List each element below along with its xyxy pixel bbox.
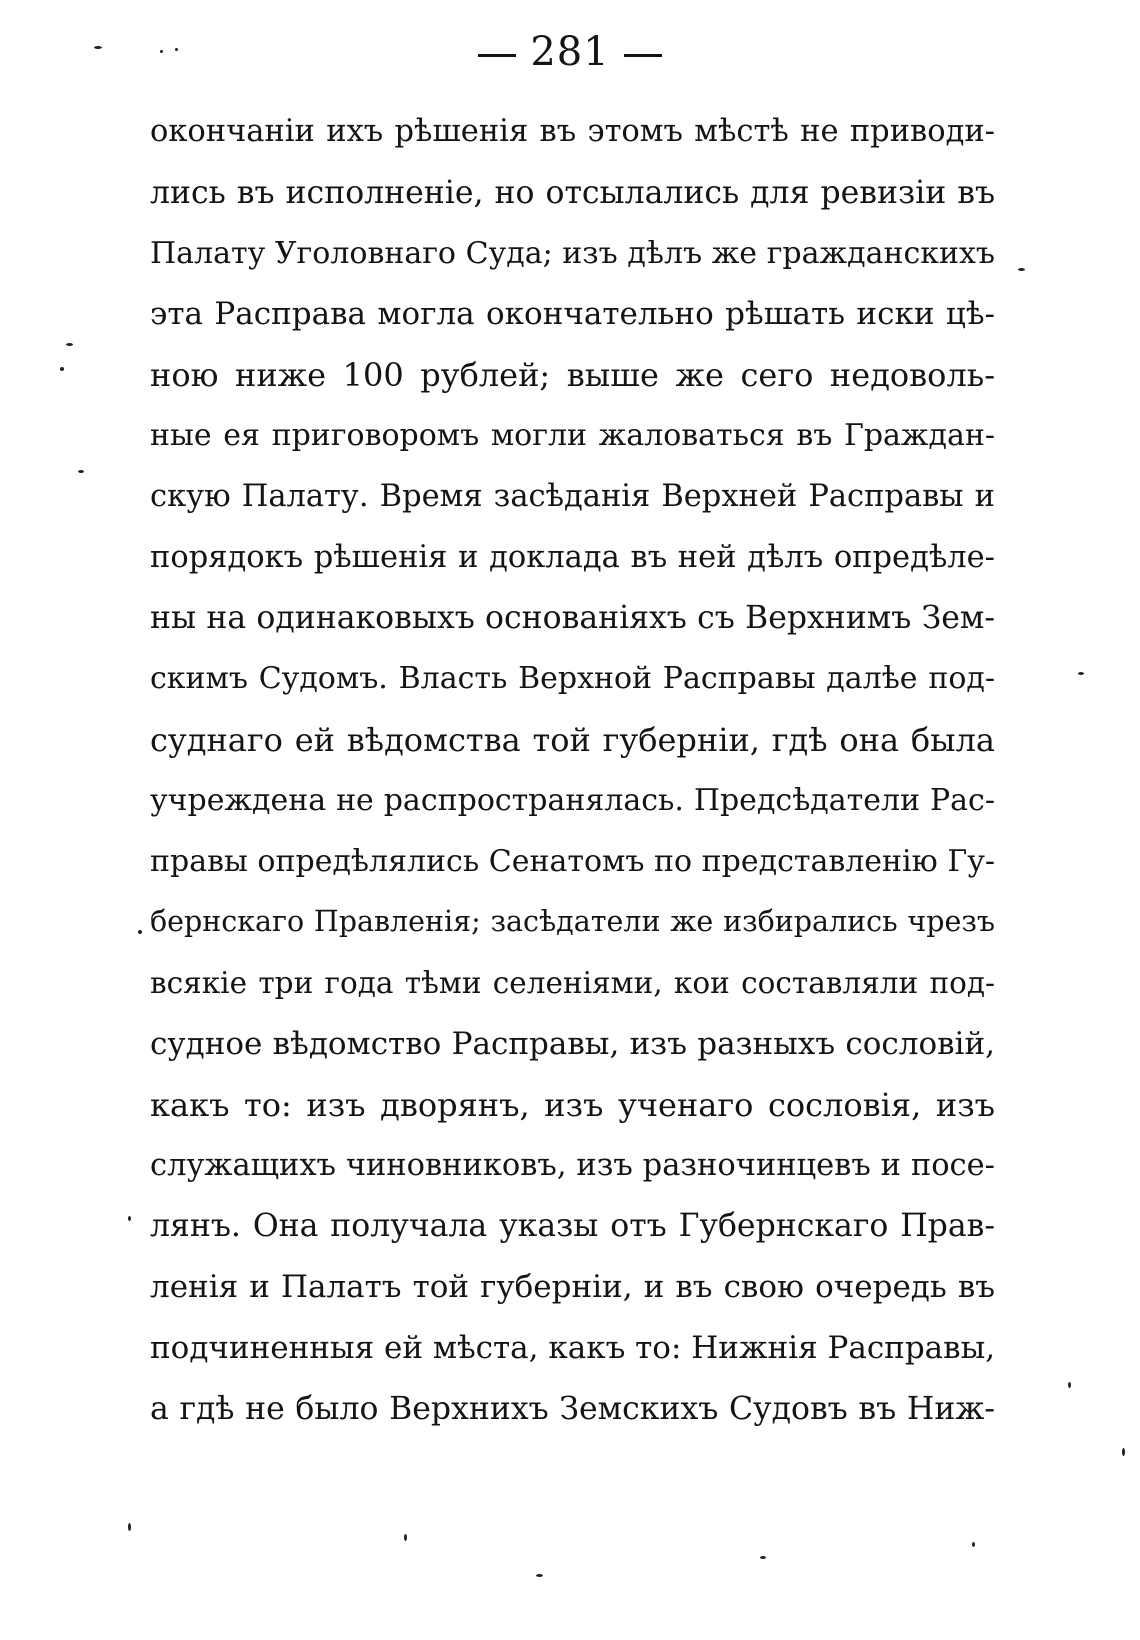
print-speck [1078,672,1084,675]
page-number: 281 [530,29,610,75]
text-line: скимъ Судомъ. Власть Верхной Расправы далѣе под- [150,661,995,697]
text-line: какъ то: изъ дворянъ, изъ ученаго сословія, изъ [150,1085,995,1124]
text-line: служащихъ чиновниковъ, изъ разночинцевъ и посе- [150,1147,995,1183]
text-line: всякіе три года тѣми селеніями, кои составляли под- [150,966,995,1001]
text-line: ные ея приговоромъ могли жаловаться въ Граждан- [150,417,995,453]
print-speck [78,470,84,473]
text-line: скую Палату. Время засѣданія Верхней Расправы и [150,478,995,514]
print-speck [760,1556,766,1559]
text-line: ленія и Палатъ той губерніи, и въ свою очередь въ [150,1269,995,1306]
text-line: судное вѣдомство Расправы, изъ разныхъ сословій, [150,1025,995,1062]
text-line: правы опредѣлялись Сенатомъ по представленію Гу- [150,843,995,879]
text-line: эта Расправа могла окончательно рѣшать иски цѣ- [150,296,995,333]
print-speck [1068,1382,1071,1388]
print-speck [94,46,102,49]
print-speck [66,343,73,346]
print-speck [404,1534,407,1541]
print-speck [175,48,178,51]
page-number-header [0,28,1140,76]
print-speck [536,1574,543,1577]
print-speck [60,367,64,371]
text-line: учреждена не распространялась. Предсѣдатели Рас- [150,782,995,818]
print-speck [1018,268,1025,271]
text-line: ною ниже 100 рублей; выше же сего недоволь- [150,356,995,395]
print-speck [128,1523,131,1531]
header-dash-right [624,54,662,57]
header-dash-left [478,54,516,57]
text-line: подчиненныя ей мѣста, какъ то: Нижнія Расправы, [150,1329,996,1366]
text-line: лянъ. Она получала указы отъ Губернскаго Прав- [150,1208,995,1245]
body-text [150,102,995,1440]
text-line: лись въ исполненіе, но отсылались для ревизіи въ [150,174,995,211]
print-speck [160,50,163,53]
text-line: порядокъ рѣшенія и доклада въ ней дѣлъ опредѣле- [150,539,995,575]
print-speck [972,1542,975,1547]
text-line: окончаніи ихъ рѣшенія въ этомъ мѣстѣ не приводи- [150,114,995,149]
text-line: бернскаго Правленія; засѣдатели же избирались чрезъ [150,905,995,939]
text-line: суднаго ей вѣдомства той губерніи, гдѣ она была [150,720,995,759]
text-line: Палату Уголовнаго Суда; изъ дѣлъ же гражданскихъ [150,235,995,271]
print-speck [1122,1448,1125,1456]
text-line: ны на одинаковыхъ основаніяхъ съ Верхнимъ Зем- [150,600,995,637]
print-speck [138,930,142,934]
print-speck [128,1216,131,1221]
text-line: а гдѣ не было Верхнихъ Земскихъ Судовъ въ Ниж- [150,1390,995,1427]
